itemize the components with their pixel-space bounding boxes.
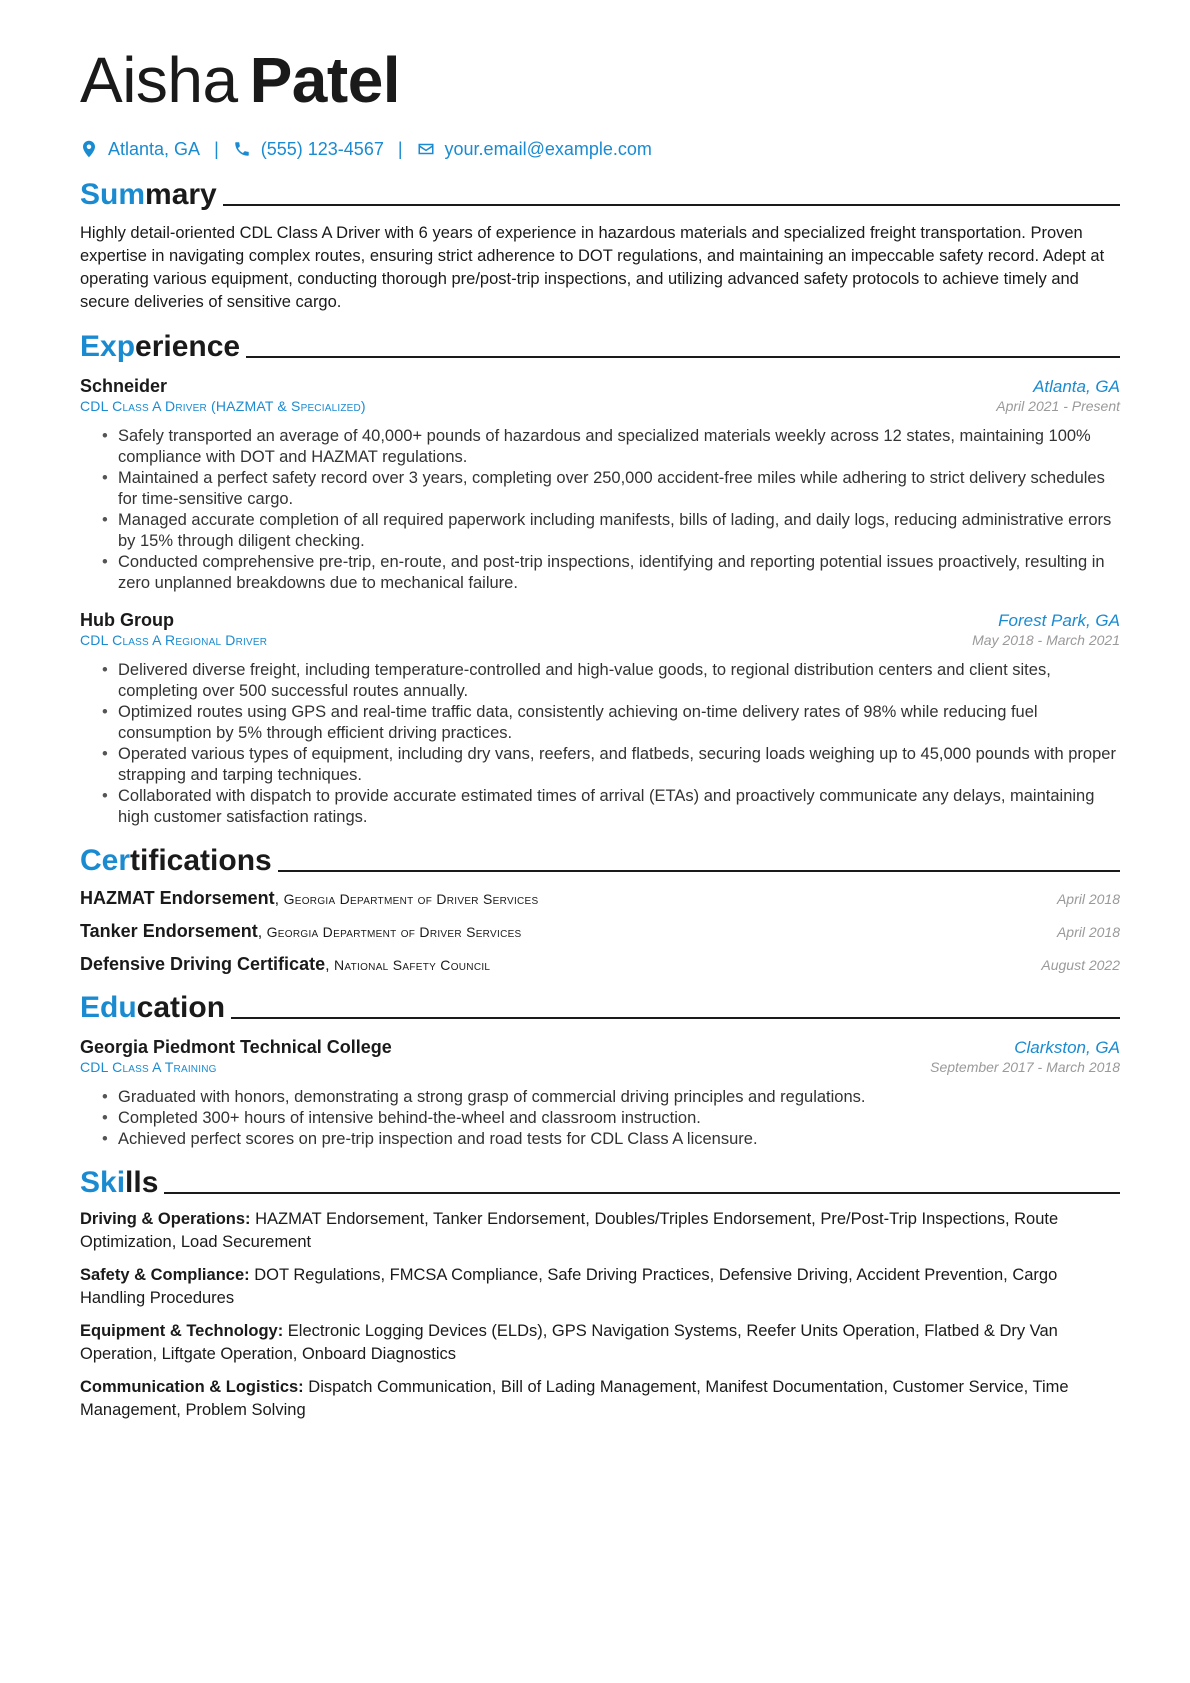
certification-item: Tanker Endorsement, Georgia Department of Driver Services April 2018 bbox=[80, 921, 1120, 941]
certification-item: Defensive Driving Certificate, National Safety Council August 2022 bbox=[80, 954, 1120, 974]
contact-email[interactable] bbox=[417, 139, 652, 160]
list-item: • Managed accurate completion of all required paperwork including manifests, bills of lading, and daily logs, reducing administrative errors by 15% through diligent checking. bbox=[102, 510, 1120, 552]
skills-heading bbox=[80, 1162, 1120, 1200]
employer-name: Schneider bbox=[80, 376, 168, 396]
summary-text: Highly detail-oriented CDL Class A Driver with 6 years of experience in hazardous materials and specialized freight transportation. Proven expertise in navigating complex routes, ensuring strict adherence to DOT regulations, and maintaining an impeccable safety record. Adept at operating various equipment, conducting thorough pre/post-trip inspections, and utilizing advanced safety protocols to achieve timely and secure deliveries of sensitive cargo. bbox=[80, 224, 1105, 311]
skill-text: DOT Regulations, FMCSA Compliance, Safe Driving Practices, Defensive Driving, Accident Prevention, Cargo Handling Procedures bbox=[80, 1266, 1058, 1307]
skill-group bbox=[80, 1320, 1120, 1366]
skill-label: Safety & Compliance: bbox=[80, 1266, 250, 1284]
list-item: • Operated various types of equipment, including dry vans, reefers, and flatbeds, securing loads weighing up to 45,000 pounds with proper strapping and tarping techniques. bbox=[102, 744, 1120, 786]
education-entry bbox=[80, 1035, 1120, 1150]
experience-entry bbox=[80, 608, 1120, 828]
certification-issuer: Georgia Department of Driver Services bbox=[266, 924, 522, 940]
contact-phone[interactable] bbox=[233, 139, 384, 160]
contact-separator: | bbox=[397, 138, 403, 159]
job-bullets bbox=[80, 426, 1120, 594]
experience-heading bbox=[80, 326, 1120, 364]
certification-date: April 2018 bbox=[1056, 891, 1120, 907]
certifications-heading bbox=[80, 840, 1120, 878]
certification-issuer: Georgia Department of Driver Services bbox=[283, 891, 539, 907]
skill-text: Electronic Logging Devices (ELDs), GPS Navigation Systems, Reefer Units Operation, Flatbed & Dry Van Operation, Liftgate Operation, Onboard Diagnostics bbox=[80, 1322, 1058, 1363]
section-divider bbox=[223, 204, 1120, 206]
job-location: Forest Park, GA bbox=[998, 611, 1120, 630]
summary-heading bbox=[80, 174, 1120, 212]
email-text: your.email@example.com bbox=[444, 138, 652, 159]
section-title: Education bbox=[80, 991, 226, 1024]
section-divider bbox=[231, 1017, 1120, 1019]
section-divider bbox=[164, 1192, 1120, 1194]
list-item: • Graduated with honors, demonstrating a strong grasp of commercial driving principles and regulations. bbox=[102, 1087, 1120, 1108]
certification-name: Defensive Driving Certificate bbox=[80, 954, 326, 974]
job-title: CDL Class A Regional Driver bbox=[80, 632, 268, 648]
skill-label: Equipment & Technology: bbox=[80, 1322, 284, 1340]
skill-label: Driving & Operations: bbox=[80, 1210, 251, 1228]
candidate-name bbox=[80, 40, 1120, 120]
job-location: Atlanta, GA bbox=[1033, 377, 1120, 396]
skill-group bbox=[80, 1376, 1120, 1422]
job-dates: May 2018 - March 2021 bbox=[972, 632, 1120, 648]
list-item: • Optimized routes using GPS and real-time traffic data, consistently achieving on-time delivery rates of 98% while reducing fuel consumption by 5% through efficient driving practices. bbox=[102, 702, 1120, 744]
school-name: Georgia Piedmont Technical College bbox=[80, 1037, 392, 1057]
certification-issuer: National Safety Council bbox=[333, 957, 491, 973]
list-item: • Collaborated with dispatch to provide accurate estimated times of arrival (ETAs) and proactively communicate any delays, maintaining high customer satisfaction ratings. bbox=[102, 786, 1120, 828]
list-item: • Achieved perfect scores on pre-trip inspection and road tests for CDL Class A licensure. bbox=[102, 1129, 1120, 1150]
section-title: Summary bbox=[80, 178, 217, 211]
experience-entry bbox=[80, 374, 1120, 594]
contact-location bbox=[80, 139, 200, 160]
list-item: • Maintained a perfect safety record over 3 years, completing over 250,000 accident-free miles while adhering to strict delivery schedules for time-sensitive cargo. bbox=[102, 468, 1120, 510]
certification-name: HAZMAT Endorsement bbox=[80, 888, 275, 908]
map-pin-icon bbox=[80, 140, 98, 158]
location-text: Atlanta, GA bbox=[108, 138, 201, 159]
section-divider bbox=[278, 870, 1120, 872]
resume-page bbox=[80, 40, 1120, 1422]
job-dates: April 2021 - Present bbox=[996, 398, 1120, 414]
education-bullets bbox=[80, 1087, 1120, 1150]
program-dates: September 2017 - March 2018 bbox=[930, 1059, 1120, 1075]
first-name: Aisha bbox=[80, 44, 238, 116]
certification-name: Tanker Endorsement bbox=[80, 921, 258, 941]
contact-separator: | bbox=[214, 138, 219, 159]
envelope-icon bbox=[417, 140, 435, 158]
section-title: Experience bbox=[80, 330, 241, 363]
section-title: Skills bbox=[80, 1166, 159, 1199]
certification-date: April 2018 bbox=[1056, 924, 1120, 940]
section-title: Certifications bbox=[80, 844, 272, 877]
certification-date: August 2022 bbox=[1041, 957, 1120, 973]
skills-list bbox=[80, 1208, 1120, 1422]
contact-line bbox=[80, 136, 1120, 162]
list-item: • Delivered diverse freight, including temperature-controlled and high-value goods, to regional distribution centers and client sites, completing over 500 successful routes annually. bbox=[102, 660, 1120, 702]
phone-icon bbox=[233, 140, 251, 158]
skill-label: Communication & Logistics: bbox=[80, 1378, 304, 1396]
list-item: • Safely transported an average of 40,000+ pounds of hazardous and specialized materials weekly across 12 states, maintaining 100% compliance with DOT and HAZMAT regulations. bbox=[102, 426, 1120, 468]
skill-text: HAZMAT Endorsement, Tanker Endorsement, Doubles/Triples Endorsement, Pre/Post-Trip Inspections, Route Optimization, Load Securement bbox=[80, 1210, 1059, 1251]
phone-text: (555) 123-4567 bbox=[260, 138, 384, 159]
skill-text: Dispatch Communication, Bill of Lading Management, Manifest Documentation, Customer Service, Time Management, Problem Solving bbox=[80, 1378, 1069, 1419]
certifications-list bbox=[80, 888, 1120, 975]
list-item: • Conducted comprehensive pre-trip, en-route, and post-trip inspections, identifying and reporting potential issues proactively, resulting in zero unplanned breakdowns due to mechanical failure. bbox=[102, 552, 1120, 594]
employer-name: Hub Group bbox=[80, 610, 174, 630]
last-name: Patel bbox=[249, 44, 401, 116]
certification-item: HAZMAT Endorsement, Georgia Department of Driver Services April 2018 bbox=[80, 888, 1120, 908]
list-item: • Completed 300+ hours of intensive behind-the-wheel and classroom instruction. bbox=[102, 1108, 1120, 1129]
skill-group bbox=[80, 1208, 1120, 1254]
program-name: CDL Class A Training bbox=[80, 1059, 217, 1075]
school-location: Clarkston, GA bbox=[1014, 1038, 1120, 1057]
skill-group bbox=[80, 1264, 1120, 1310]
job-title: CDL Class A Driver (HAZMAT & Specialized) bbox=[80, 398, 366, 414]
section-divider bbox=[246, 356, 1120, 358]
education-heading bbox=[80, 987, 1120, 1025]
job-bullets bbox=[80, 660, 1120, 828]
